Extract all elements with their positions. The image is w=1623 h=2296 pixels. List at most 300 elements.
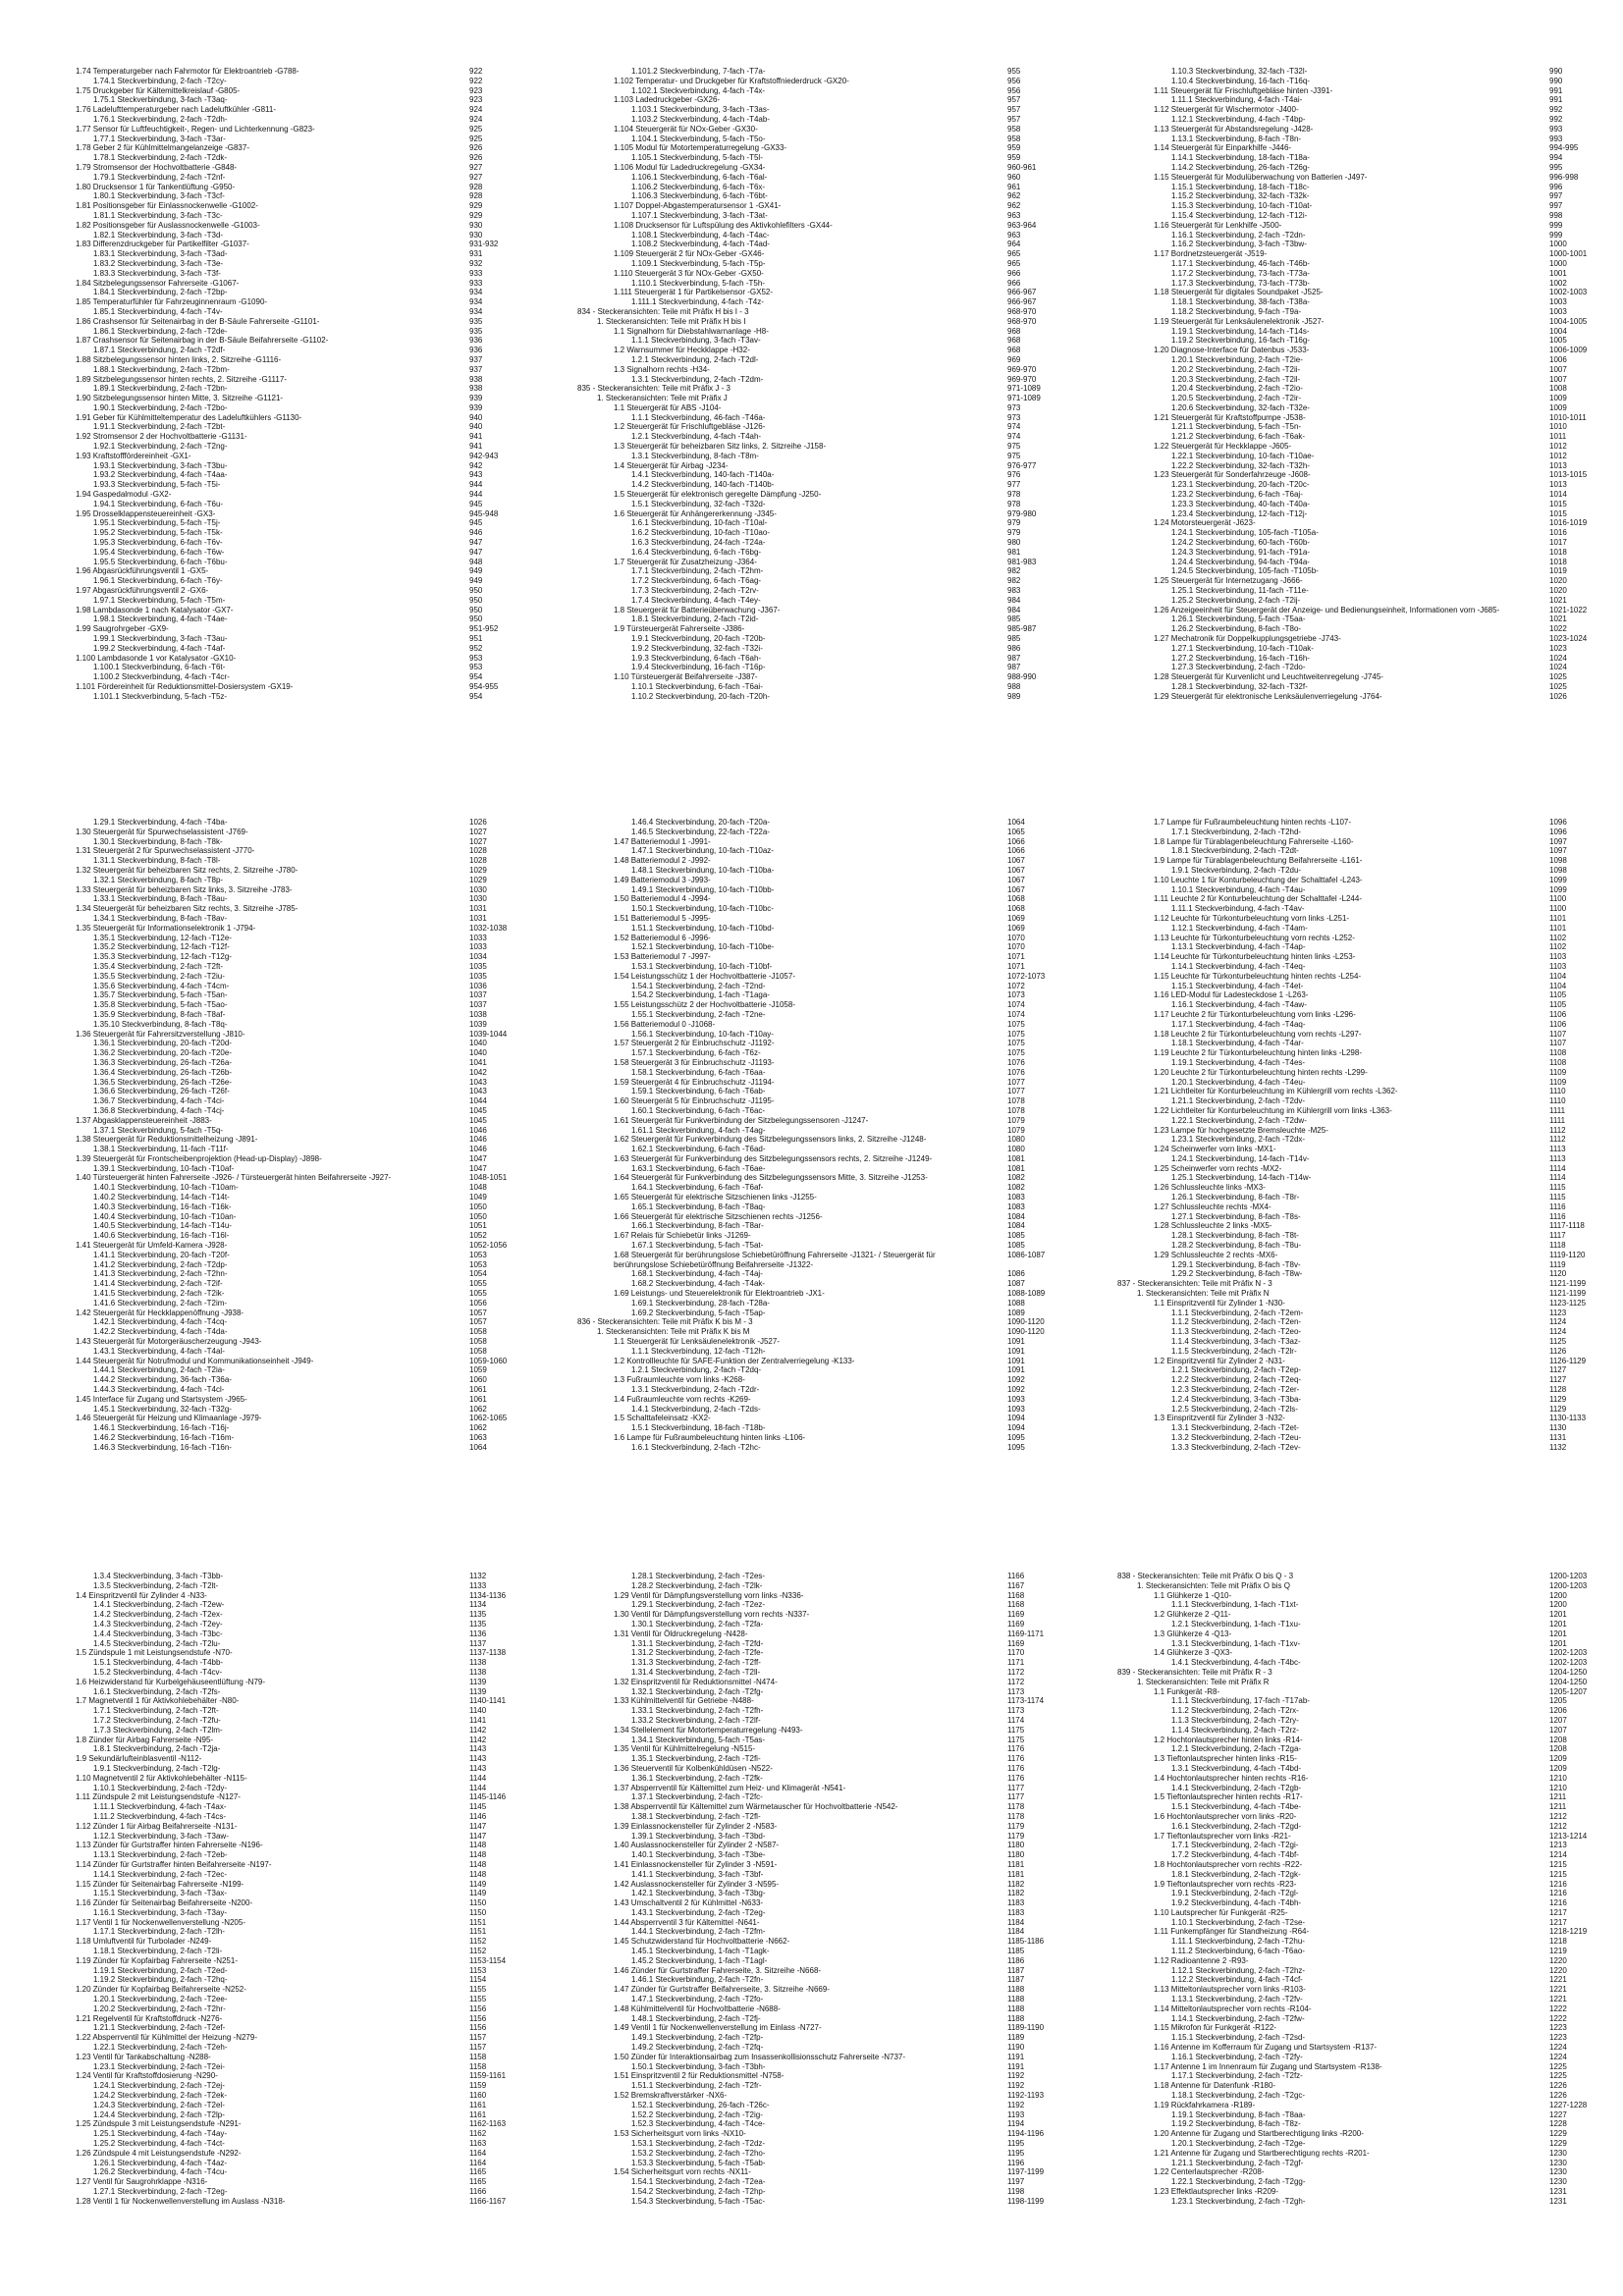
index-entry bbox=[39, 914, 538, 924]
entry-text: 1.83.3 Steckverbindung, 3-fach -T3f- bbox=[93, 268, 221, 278]
page-number: 1059-1060 bbox=[469, 1356, 508, 1365]
page-number: 1057 bbox=[469, 1308, 487, 1317]
entry-text: 1.4 Fußraumleuchte vorn rechts -K269- bbox=[614, 1394, 751, 1404]
entry-text: 1.2 Kontrollleuchte für SAFE-Funktion der Zentralverriegelung -K133- bbox=[614, 1356, 855, 1365]
page-number: 1048-1051 bbox=[469, 1173, 508, 1183]
entry-text: 1.23 Effektlautsprecher links -R209- bbox=[1154, 2187, 1279, 2196]
page-number: 1044 bbox=[469, 1096, 487, 1106]
page-number: 1230 bbox=[1549, 2158, 1567, 2167]
entry-text: 1.6.3 Steckverbindung, 24-fach -T24a- bbox=[631, 538, 766, 548]
page-number: 1176 bbox=[1007, 1744, 1025, 1754]
index-entry bbox=[39, 1610, 538, 1620]
entry-text: 1.85.1 Steckverbindung, 4-fach -T4v- bbox=[93, 306, 223, 316]
index-entry bbox=[1117, 1164, 1618, 1174]
entry-text: 1.27.1 Steckverbindung, 10-fach -T10ak- bbox=[1171, 643, 1314, 653]
index-entry bbox=[577, 1260, 1076, 1270]
page-number: 1029 bbox=[469, 865, 487, 875]
index-entry bbox=[1117, 2110, 1618, 2120]
page-number: 997 bbox=[1549, 191, 1563, 201]
entry-text: 1.36.6 Steckverbindung, 26-fach -T26f- bbox=[93, 1087, 230, 1096]
page-number: 1216 bbox=[1549, 1898, 1567, 1908]
page-number: 1068 bbox=[1007, 904, 1025, 914]
entry-text: 1.12.1 Steckverbindung, 2-fach -T2hz- bbox=[1171, 1965, 1306, 1975]
entry-text: 1.1 Signalhorn für Diebstahlwarnanlage -H8- bbox=[614, 326, 769, 336]
index-entry bbox=[1117, 518, 1618, 528]
page-number: 1071 bbox=[1007, 952, 1025, 962]
index-entry bbox=[577, 1193, 1076, 1202]
entry-text: 1.16.1 Steckverbindung, 3-fach -T3ay- bbox=[93, 1907, 228, 1917]
index-entry bbox=[39, 1405, 538, 1415]
entry-text: 1.53.3 Steckverbindung, 5-fach -T5ab- bbox=[631, 2158, 766, 2167]
index-entry bbox=[577, 914, 1076, 924]
page-number: 1161 bbox=[469, 2109, 487, 2119]
index-column-band2-col2 bbox=[577, 818, 1076, 1453]
index-entry bbox=[1117, 221, 1618, 231]
index-entry bbox=[39, 1375, 538, 1385]
entry-text: 1.92 Stromsensor 2 der Hochvoltbatterie -G1131- bbox=[76, 432, 247, 442]
entry-text: 1.14.2 Steckverbindung, 26-fach -T26g- bbox=[1171, 162, 1310, 172]
index-entry bbox=[1117, 1183, 1618, 1193]
entry-text: 1.15 Mikrofon für Funkgerät -R122- bbox=[1154, 2023, 1276, 2033]
page-number: 1088-1089 bbox=[1007, 1289, 1046, 1299]
page-number: 1135 bbox=[469, 1619, 487, 1629]
index-entry bbox=[39, 480, 538, 490]
index-entry bbox=[577, 634, 1076, 644]
page-number: 924 bbox=[469, 114, 483, 124]
index-entry bbox=[1117, 211, 1618, 221]
index-entry bbox=[1117, 606, 1618, 615]
index-entry bbox=[577, 952, 1076, 962]
index-entry bbox=[39, 67, 538, 77]
page-number: 937 bbox=[469, 354, 483, 364]
entry-text: 1.11 Funkempfänger für Standheizung -R64- bbox=[1154, 1927, 1310, 1937]
index-entry bbox=[577, 982, 1076, 991]
page-number: 1101 bbox=[1549, 923, 1567, 933]
entry-text: 1.13.1 Steckverbindung, 2-fach -T2fv- bbox=[1171, 1995, 1303, 2004]
index-entry bbox=[39, 1126, 538, 1136]
page-number: 1181 bbox=[1007, 1859, 1025, 1869]
index-entry bbox=[577, 2091, 1076, 2101]
index-entry bbox=[1117, 1212, 1618, 1222]
page-number: 1108 bbox=[1549, 1048, 1567, 1058]
page-number: 1081 bbox=[1007, 1163, 1025, 1173]
page-number: 1158 bbox=[469, 2061, 487, 2071]
index-entry bbox=[577, 624, 1076, 634]
entry-text: 1.43 Steuergerät für Motorgeräuscherzeugung -J943- bbox=[76, 1337, 262, 1347]
index-entry bbox=[577, 606, 1076, 615]
page-number: 1166 bbox=[1007, 1572, 1025, 1580]
index-entry bbox=[1117, 2053, 1618, 2062]
entry-text: 1.48 Batteriemodul 2 -J992- bbox=[614, 856, 711, 866]
index-entry bbox=[1117, 105, 1618, 115]
page-number: 1135 bbox=[469, 1610, 487, 1620]
entry-text: 1.44.3 Steckverbindung, 4-fach -T4cl- bbox=[93, 1385, 225, 1395]
index-entry bbox=[1117, 201, 1618, 211]
index-entry bbox=[577, 894, 1076, 904]
page-number: 1116 bbox=[1549, 1211, 1566, 1221]
index-entry bbox=[577, 942, 1076, 952]
index-entry bbox=[1117, 297, 1618, 307]
page-number: 1231 bbox=[1549, 2196, 1567, 2206]
index-entry bbox=[39, 2139, 538, 2149]
entry-text: 1.4.1 Steckverbindung, 2-fach -T2ds- bbox=[631, 1404, 761, 1414]
entry-text: 1.3.4 Steckverbindung, 3-fach -T3bb- bbox=[93, 1572, 224, 1580]
page-number: 1069 bbox=[1007, 913, 1025, 923]
entry-text: 1.50.1 Steckverbindung, 3-fach -T3bh- bbox=[631, 2061, 766, 2071]
index-entry bbox=[577, 1096, 1076, 1106]
page-number: 1192 bbox=[1007, 2100, 1025, 2109]
page-number: 965 bbox=[1007, 258, 1021, 268]
entry-text: 1.2.2 Steckverbindung, 2-fach -T2eq- bbox=[1171, 1375, 1302, 1385]
index-entry bbox=[1117, 982, 1618, 991]
page-number: 1204-1250 bbox=[1549, 1667, 1588, 1677]
entry-text: 1.36.4 Steckverbindung, 26-fach -T26b- bbox=[93, 1067, 232, 1077]
page-number: 984 bbox=[1007, 605, 1021, 614]
index-entry bbox=[1117, 1802, 1618, 1812]
entry-text: 1.1 Einspritzventil für Zylinder 1 -N30- bbox=[1154, 1298, 1285, 1308]
page-number: 1190 bbox=[1007, 2043, 1025, 2053]
entry-text: 1.54.2 Steckverbindung, 2-fach -T2hp- bbox=[631, 2187, 766, 2196]
page-number: 1183 bbox=[1007, 1907, 1025, 1917]
entry-text: 1.58.1 Steckverbindung, 6-fach -T6aa- bbox=[631, 1067, 766, 1077]
index-entry bbox=[39, 1744, 538, 1754]
entry-text: 1.24.1 Steckverbindung, 105-fach -T105a- bbox=[1171, 528, 1319, 538]
page-number: 1177 bbox=[1007, 1792, 1025, 1802]
entry-text: 1.22 Absperrventil für Kühlmittel der Heizung -N279- bbox=[76, 2033, 257, 2043]
page-number: 1163 bbox=[469, 2139, 487, 2149]
page-number: 1074 bbox=[1007, 1000, 1025, 1010]
entry-text: 1.95.2 Steckverbindung, 5-fach -T5k- bbox=[93, 528, 223, 538]
page-number: 1201 bbox=[1549, 1629, 1567, 1638]
page-number: 926 bbox=[469, 143, 483, 153]
index-entry bbox=[577, 2062, 1076, 2072]
entry-text: 1.26.2 Steckverbindung, 8-fach -T8o- bbox=[1171, 624, 1302, 634]
page-number: 1178 bbox=[1007, 1802, 1025, 1812]
entry-text: 1.11.2 Steckverbindung, 6-fach -T6ao- bbox=[1171, 1947, 1305, 1956]
page-number: 1045 bbox=[469, 1115, 487, 1125]
page-number: 1041 bbox=[469, 1057, 487, 1067]
page-number: 1148 bbox=[469, 1859, 487, 1869]
entry-text: 1.2 Einspritzventil für Zylinder 2 -N31- bbox=[1154, 1356, 1285, 1365]
index-entry bbox=[39, 365, 538, 375]
entry-text: 1.82 Positionsgeber für Auslassnockenwelle -G1003- bbox=[76, 220, 260, 230]
page-number: 1086-1087 bbox=[1007, 1250, 1046, 1259]
entry-text: 1.28 Ventil 1 für Nockenwellenverstellung im Auslass -N318- bbox=[76, 2196, 286, 2206]
index-column-band2-col1 bbox=[39, 818, 538, 1453]
page-number: 1090-1120 bbox=[1007, 1317, 1045, 1327]
index-entry bbox=[39, 1629, 538, 1639]
index-entry bbox=[577, 1726, 1076, 1735]
entry-text: 1.1.2 Steckverbindung, 2-fach -T2rx- bbox=[1171, 1706, 1299, 1716]
index-entry bbox=[39, 1414, 538, 1423]
page-number: 1095 bbox=[1007, 1442, 1025, 1452]
page-number: 1012 bbox=[1549, 442, 1567, 452]
page-number: 1113 bbox=[1549, 1153, 1566, 1163]
entry-text: 1.46 Steuergerät für Heizung und Klimaanlage -J979- bbox=[76, 1414, 262, 1423]
index-entry bbox=[1117, 1581, 1618, 1591]
index-entry bbox=[39, 105, 538, 115]
page-number: 1200 bbox=[1549, 1600, 1567, 1610]
page-number: 1143 bbox=[469, 1744, 487, 1754]
index-entry bbox=[1117, 1395, 1618, 1405]
index-entry bbox=[1117, 327, 1618, 337]
page-number: 961 bbox=[1007, 182, 1021, 191]
page-number: 945 bbox=[469, 518, 483, 528]
page-number: 1021-1022 bbox=[1549, 605, 1588, 614]
entry-text: 1.34 Steuergerät für beheizbaren Sitz rechts, 3. Sitzreihe -J785- bbox=[76, 904, 298, 914]
index-entry bbox=[1117, 1937, 1618, 1947]
page-number: 1079 bbox=[1007, 1125, 1025, 1135]
index-entry bbox=[577, 1754, 1076, 1764]
page-number: 1091 bbox=[1007, 1346, 1025, 1356]
index-entry bbox=[1117, 1774, 1618, 1784]
entry-text: 1.10 Magnetventil 2 für Aktivkohlebehälter -N115- bbox=[76, 1773, 247, 1783]
index-entry bbox=[1117, 952, 1618, 962]
index-entry bbox=[39, 115, 538, 125]
index-entry bbox=[577, 837, 1076, 847]
index-entry bbox=[577, 1639, 1076, 1649]
entry-text: 1. Steckeransichten: Teile mit Präfix N bbox=[1137, 1289, 1270, 1299]
page-number: 957 bbox=[1007, 105, 1021, 115]
index-entry bbox=[39, 1443, 538, 1453]
page-number: 966 bbox=[1007, 268, 1021, 278]
entry-text: 1.17 Bordnetzsteuergerät -J519- bbox=[1154, 249, 1268, 259]
index-entry bbox=[577, 1039, 1076, 1048]
entry-text: 1.83.1 Steckverbindung, 3-fach -T3ad- bbox=[93, 249, 228, 259]
entry-text: 1.7 Steuergerät für Zusatzheizung -J364- bbox=[614, 557, 757, 566]
page-number: 1101 bbox=[1549, 913, 1567, 923]
page-number: 1003 bbox=[1549, 297, 1567, 307]
page-number: 1211 bbox=[1549, 1792, 1567, 1802]
entry-text: 1.23.1 Steckverbindung, 2-fach -T2gh- bbox=[1171, 2196, 1306, 2206]
page-number: 1142 bbox=[469, 1735, 487, 1744]
page-number: 936 bbox=[469, 346, 483, 355]
page-number: 1197 bbox=[1007, 2177, 1025, 2187]
index-entry bbox=[1117, 1039, 1618, 1048]
entry-text: 1.47.1 Steckverbindung, 2-fach -T2fo- bbox=[631, 1995, 764, 2004]
entry-text: 1.37.1 Steckverbindung, 2-fach -T2fc- bbox=[631, 1792, 763, 1802]
page-number: 1144 bbox=[469, 1783, 487, 1792]
entry-text: 1.22.1 Steckverbindung, 2-fach -T2dw- bbox=[1171, 1115, 1307, 1125]
page-number: 1164 bbox=[469, 2148, 487, 2158]
page-number: 1127 bbox=[1549, 1375, 1567, 1385]
page-number: 1196 bbox=[1007, 2158, 1025, 2167]
entry-text: 1.4 Einspritzventil für Zylinder 4 -N33- bbox=[76, 1590, 207, 1600]
entry-text: 1.7.2 Steckverbindung, 4-fach -T4bf- bbox=[1171, 1850, 1299, 1860]
entry-text: 1.24.1 Steckverbindung, 2-fach -T2ej- bbox=[93, 2081, 225, 2091]
entry-text: 1.12.2 Steckverbindung, 4-fach -T4cf- bbox=[1171, 1975, 1303, 1985]
index-entry bbox=[39, 1337, 538, 1347]
entry-text: 1.93.3 Steckverbindung, 5-fach -T5i- bbox=[93, 480, 221, 490]
index-column-band3-col1 bbox=[39, 1572, 538, 2207]
index-entry bbox=[1117, 1889, 1618, 1898]
page-number: 1206 bbox=[1549, 1706, 1567, 1716]
entry-text: 1.61.1 Steckverbindung, 4-fach -T4ag- bbox=[631, 1125, 766, 1135]
index-entry bbox=[577, 1154, 1076, 1164]
entry-text: 1.66.1 Steckverbindung, 8-fach -T8ar- bbox=[631, 1221, 764, 1231]
entry-text: 1.23.2 Steckverbindung, 6-fach -T6aj- bbox=[1171, 490, 1303, 500]
page-number: 1209 bbox=[1549, 1763, 1567, 1773]
index-entry bbox=[577, 2187, 1076, 2197]
index-entry bbox=[1117, 624, 1618, 634]
page-number: 1095 bbox=[1007, 1433, 1025, 1442]
entry-text: 1.12 Zünder 1 für Airbag Beifahrerseite -N131- bbox=[76, 1821, 238, 1831]
entry-text: 1.23 Lampe für hochgesetzte Bremsleuchte -M25- bbox=[1154, 1125, 1328, 1135]
entry-text: 1.23.4 Steckverbindung, 12-fach -T12j- bbox=[1171, 508, 1308, 518]
entry-text: 1.98.1 Steckverbindung, 4-fach -T4ae- bbox=[93, 614, 228, 624]
index-entry bbox=[577, 1299, 1076, 1308]
page-number: 939 bbox=[469, 394, 483, 403]
index-entry bbox=[39, 2110, 538, 2120]
index-entry bbox=[1117, 1308, 1618, 1318]
entry-text: 1.41 Steuergerät für Umfeld-Kamera -J928- bbox=[76, 1241, 228, 1251]
entry-text: 1.14 Mitteltonlautsprecher vorn rechts -R104- bbox=[1154, 2003, 1312, 2013]
page-number: 1025 bbox=[1549, 682, 1567, 691]
page-number: 1047 bbox=[469, 1153, 487, 1163]
entry-text: 838 - Steckeransichten: Teile mit Präfix O bis Q - 3 bbox=[1117, 1572, 1294, 1580]
entry-text: 1.22 Centerlautsprecher -R208- bbox=[1154, 2167, 1265, 2177]
index-entry bbox=[1117, 1317, 1618, 1327]
entry-text: 1.60.1 Steckverbindung, 6-fach -T6ac- bbox=[631, 1105, 766, 1115]
index-entry bbox=[577, 1385, 1076, 1395]
index-entry bbox=[39, 596, 538, 606]
index-entry bbox=[39, 1000, 538, 1010]
page-number: 966 bbox=[1007, 278, 1021, 288]
page-number: 968-970 bbox=[1007, 306, 1037, 316]
index-entry bbox=[39, 1802, 538, 1812]
entry-text: 1.15 Steuergerät für Modulüberwachung von Batterien -J497- bbox=[1154, 172, 1368, 182]
index-entry bbox=[39, 279, 538, 289]
index-entry bbox=[1117, 885, 1618, 895]
index-entry bbox=[577, 1183, 1076, 1193]
page-number: 923 bbox=[469, 85, 483, 95]
page-number: 1094 bbox=[1007, 1423, 1025, 1433]
index-entry bbox=[39, 828, 538, 837]
index-entry bbox=[1117, 115, 1618, 125]
page-number: 1225 bbox=[1549, 2061, 1567, 2071]
page-number: 1211 bbox=[1549, 1802, 1567, 1812]
index-entry bbox=[39, 240, 538, 249]
entry-text: 1.33 Steuergerät für beheizbaren Sitz links, 3. Sitzreihe -J783- bbox=[76, 884, 293, 894]
entry-text: 1.51 Einspritzventil 2 für Reduktionsmittel -N758- bbox=[614, 2071, 784, 2081]
index-entry bbox=[39, 962, 538, 972]
index-entry bbox=[39, 692, 538, 702]
index-entry bbox=[577, 2119, 1076, 2129]
entry-text: 1.89 Sitzbelegungssensor hinten rechts, 2. Sitzreihe -G1117- bbox=[76, 374, 287, 384]
entry-text: 1.11.1 Steckverbindung, 2-fach -T2hu- bbox=[1171, 1937, 1305, 1947]
page-number: 1195 bbox=[1007, 2139, 1025, 2149]
page-number: 1033 bbox=[469, 942, 487, 952]
index-entry bbox=[577, 1010, 1076, 1020]
entry-text: 1.18 Umluftventil für Turbolader -N249- bbox=[76, 1937, 212, 1947]
entry-text: 1.10.3 Steckverbindung, 32-fach -T32l- bbox=[1171, 67, 1308, 76]
entry-text: 1.13 Mitteltonlautsprecher vorn links -R103- bbox=[1154, 1985, 1306, 1995]
index-entry bbox=[39, 317, 538, 327]
entry-text: 1.1.1 Steckverbindung, 12-fach -T12h- bbox=[631, 1346, 766, 1356]
entry-text: 1.10.2 Steckverbindung, 20-fach -T20h- bbox=[631, 691, 770, 701]
page-number: 1118 bbox=[1549, 1241, 1566, 1251]
entry-text: 1.2.1 Steckverbindung, 2-fach -T2dq- bbox=[631, 1365, 762, 1375]
index-entry bbox=[1117, 2149, 1618, 2159]
page-number: 938 bbox=[469, 374, 483, 384]
page-number: 1229 bbox=[1549, 2129, 1567, 2139]
index-entry bbox=[39, 1202, 538, 1212]
page-number: 1149 bbox=[469, 1879, 487, 1889]
index-entry bbox=[1117, 894, 1618, 904]
index-entry bbox=[1117, 2159, 1618, 2168]
page-number: 1069 bbox=[1007, 923, 1025, 933]
page-number: 985 bbox=[1007, 634, 1021, 644]
index-entry bbox=[577, 317, 1076, 327]
page-number: 1123-1125 bbox=[1549, 1298, 1587, 1308]
entry-text: 1.9.1 Steckverbindung, 2-fach -T2du- bbox=[1171, 865, 1302, 875]
entry-text: 1.99 Saugrohrgeber -GX9- bbox=[76, 624, 169, 634]
entry-text: 1.26 Zündspule 4 mit Leistungsendstufe -N292- bbox=[76, 2148, 242, 2158]
entry-text: 1.7.2 Steckverbindung, 2-fach -T2fu- bbox=[93, 1715, 221, 1725]
entry-text: 1.94.1 Steckverbindung, 6-fach -T6u- bbox=[93, 499, 224, 508]
entry-text: 1.29.1 Steckverbindung, 4-fach -T4ba- bbox=[93, 818, 228, 827]
entry-text: 1.31.1 Steckverbindung, 2-fach -T2fd- bbox=[631, 1638, 764, 1648]
index-entry bbox=[39, 490, 538, 500]
index-entry bbox=[577, 1678, 1076, 1687]
index-entry bbox=[39, 894, 538, 904]
index-entry bbox=[1117, 548, 1618, 558]
index-entry bbox=[1117, 1260, 1618, 1270]
index-entry bbox=[577, 1812, 1076, 1822]
index-entry bbox=[1117, 269, 1618, 279]
entry-text: 1.25.2 Steckverbindung, 4-fach -T4ct- bbox=[93, 2139, 225, 2149]
page-number: 1224 bbox=[1549, 2052, 1567, 2061]
entry-text: 1.49.2 Steckverbindung, 2-fach -T2fq- bbox=[631, 2043, 764, 2053]
page-number: 991 bbox=[1549, 85, 1563, 95]
page-number: 1016 bbox=[1549, 528, 1567, 538]
page-number: 1221 bbox=[1549, 1975, 1567, 1985]
page-number: 1167 bbox=[1007, 1580, 1025, 1590]
index-entry bbox=[577, 856, 1076, 866]
page-number: 960 bbox=[1007, 172, 1021, 182]
index-entry bbox=[577, 259, 1076, 269]
page-number: 1169-1171 bbox=[1007, 1629, 1045, 1638]
entry-text: 1.110 Steuergerät 3 für NOx-Geber -GX50- bbox=[614, 268, 764, 278]
index-entry bbox=[1117, 95, 1618, 105]
page-number: 971-1089 bbox=[1007, 394, 1041, 403]
index-entry bbox=[1117, 384, 1618, 394]
entry-text: 1.24.2 Steckverbindung, 2-fach -T2ek- bbox=[93, 2091, 228, 2101]
entry-text: 1.9.1 Steckverbindung, 20-fach -T20b- bbox=[631, 634, 766, 644]
entry-text: 1.36.2 Steckverbindung, 20-fach -T20e- bbox=[93, 1048, 232, 1058]
page-number: 1013 bbox=[1549, 460, 1567, 470]
page-number: 1152 bbox=[469, 1937, 487, 1947]
entry-text: 1.2.1 Steckverbindung, 2-fach -T2ep- bbox=[1171, 1365, 1302, 1375]
entry-text: 1.5.1 Steckverbindung, 32-fach -T32d- bbox=[631, 499, 766, 508]
index-entry bbox=[1117, 1251, 1618, 1260]
entry-text: 1.36.5 Steckverbindung, 26-fach -T26e- bbox=[93, 1077, 232, 1087]
page-number: 1050 bbox=[469, 1211, 487, 1221]
page-number: 1052-1056 bbox=[469, 1241, 508, 1251]
entry-text: 1.2.1 Steckverbindung, 2-fach -T2ga- bbox=[1171, 1744, 1302, 1754]
entry-text: 1.28.1 Steckverbindung, 8-fach -T8t- bbox=[1171, 1231, 1299, 1241]
entry-text: 1.9.4 Steckverbindung, 16-fach -T16p- bbox=[631, 663, 766, 672]
entry-text: 1.4 Glühkerze 3 -QX3- bbox=[1154, 1648, 1233, 1658]
page-number: 947 bbox=[469, 538, 483, 548]
entry-text: 1.33 Kühlmittelventil für Getriebe -N488- bbox=[614, 1696, 754, 1706]
page-number: 1030 bbox=[469, 884, 487, 894]
index-entry bbox=[1117, 1173, 1618, 1183]
index-entry bbox=[39, 2129, 538, 2139]
entry-text: 1.95.5 Steckverbindung, 6-fach -T6bu- bbox=[93, 557, 228, 566]
index-entry bbox=[1117, 1193, 1618, 1202]
index-entry bbox=[577, 576, 1076, 586]
